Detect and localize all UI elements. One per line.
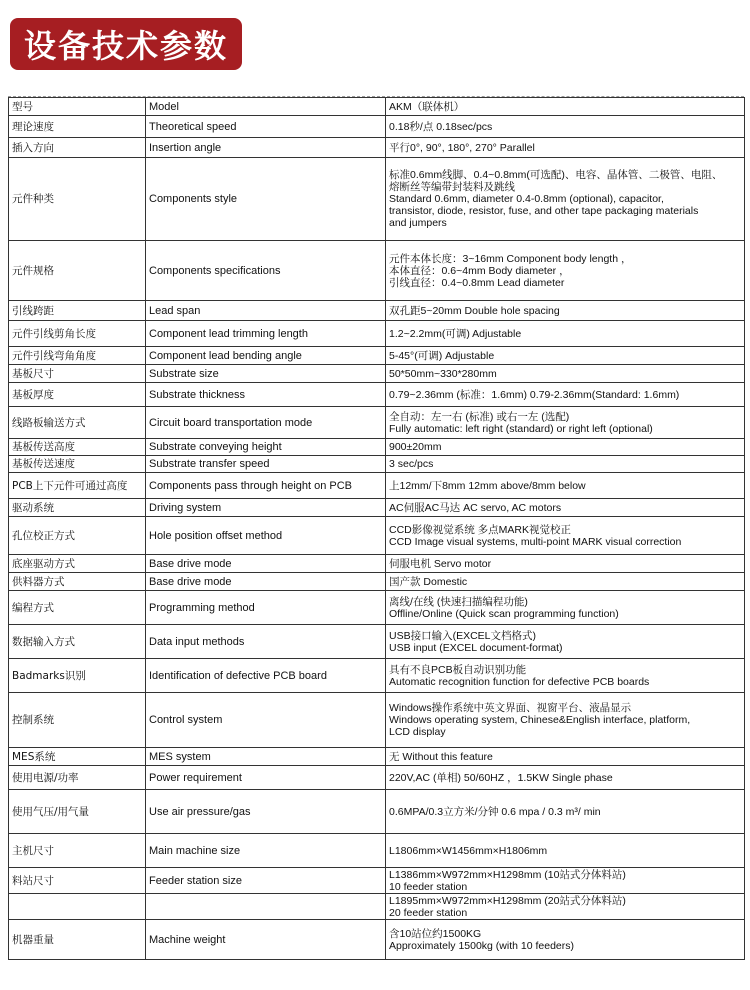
table-row — [9, 473, 745, 499]
param-value-line: 3 sec/pcs — [389, 458, 434, 470]
param-value — [386, 98, 745, 116]
param-value-line: Windows operating system, Chinese&English interface, platform, — [389, 714, 691, 726]
table-row — [9, 241, 745, 301]
param-value-line: 上12mm/下8mm 12mm above/8mm below — [389, 479, 586, 492]
param-value-line: Automatic recognition function for defective PCB boards — [389, 675, 650, 688]
param-name-en: Substrate size — [146, 365, 386, 383]
param-value — [386, 383, 745, 407]
param-value — [386, 473, 745, 499]
table-row — [9, 456, 745, 473]
param-name-cn: 基板传送速度 — [9, 456, 146, 473]
table-row — [9, 301, 745, 321]
table-row — [9, 321, 745, 347]
param-name-en: Data input methods — [146, 625, 386, 659]
spec-table-body — [9, 98, 745, 960]
param-value-line: transistor, diode, resistor, fuse, and other tape packaging materials — [389, 205, 699, 217]
param-name-cn: 基板传送高度 — [9, 439, 146, 456]
param-name-en: Component lead trimming length — [146, 321, 386, 347]
param-name-en: Lead span — [146, 301, 386, 321]
param-name-en: Substrate transfer speed — [146, 456, 386, 473]
table-row — [9, 790, 745, 834]
param-value — [386, 555, 745, 573]
table-row — [9, 158, 745, 241]
param-name-cn: 元件引线弯角角度 — [9, 347, 146, 365]
param-value-line: 离线/在线 (快速扫描编程功能) — [389, 595, 528, 608]
param-value-line: 本体直径：0.6~4mm Body diameter ， — [389, 264, 570, 277]
param-value-line: 5-45°(可调) Adjustable — [389, 349, 495, 362]
param-name-cn: 元件种类 — [9, 158, 146, 241]
param-name-en: Identification of defective PCB board — [146, 659, 386, 693]
param-name-en: Programming method — [146, 591, 386, 625]
table-row — [9, 365, 745, 383]
param-value — [386, 241, 745, 301]
param-value — [386, 920, 745, 960]
table-row — [9, 98, 745, 116]
param-name-cn: 供料器方式 — [9, 573, 146, 591]
param-name-en: Substrate thickness — [146, 383, 386, 407]
param-name-cn: 元件引线剪角长度 — [9, 321, 146, 347]
param-value — [386, 766, 745, 790]
param-name-en: Substrate conveying height — [146, 439, 386, 456]
param-value-line: 900±20mm — [389, 441, 442, 453]
param-name-cn: 使用电源/功率 — [9, 766, 146, 790]
param-value-line: USB接口输入(EXCEL文档格式) — [389, 629, 537, 642]
table-row — [9, 766, 745, 790]
param-value — [386, 517, 745, 555]
param-value — [386, 659, 745, 693]
param-name-cn: 主机尺寸 — [9, 834, 146, 868]
table-row — [9, 499, 745, 517]
param-value-line: Offline/Online (Quick scan programming function) — [389, 607, 619, 620]
param-value — [386, 625, 745, 659]
param-value-line: AC伺服AC马达 AC servo, AC motors — [389, 501, 562, 514]
param-value-line: 平行0°, 90°, 180°, 270° Parallel — [389, 141, 535, 154]
param-value-line: CCD影像视觉系统 多点MARK视觉校正 — [389, 523, 572, 536]
param-value-line: 0.79~2.36mm (标准：1.6mm) 0.79-2.36mm(Standard: 1.6mm) — [389, 388, 680, 401]
param-name-en: Driving system — [146, 499, 386, 517]
param-value-line: 国产款 Domestic — [389, 575, 468, 588]
param-value — [386, 321, 745, 347]
param-value — [386, 158, 745, 241]
param-name-en: Hole position offset method — [146, 517, 386, 555]
table-row — [9, 834, 745, 868]
param-name-en: Base drive mode — [146, 573, 386, 591]
table-row — [9, 116, 745, 138]
param-name-en: Control system — [146, 693, 386, 748]
table-row — [9, 591, 745, 625]
table-row — [9, 625, 745, 659]
param-value — [386, 347, 745, 365]
param-value-line: AKM（联体机） — [389, 100, 465, 113]
table-row — [9, 407, 745, 439]
param-name-cn: 线路板输送方式 — [9, 407, 146, 439]
param-value-line: L1806mm×W1456mm×H1806mm — [389, 844, 548, 857]
param-value-line: 元件本体长度：3~16mm Component body length ， — [389, 252, 632, 265]
param-value — [386, 748, 745, 766]
param-name-cn: 驱动系统 — [9, 499, 146, 517]
param-value-line: 伺服电机 Servo motor — [389, 557, 492, 570]
table-row — [9, 920, 745, 960]
table-row — [9, 573, 745, 591]
table-row — [9, 693, 745, 748]
param-value — [386, 591, 745, 625]
param-value-line: L1895mm×W972mm×H1298mm (20站式分体料站) — [389, 894, 626, 907]
param-value-line: LCD display — [389, 726, 446, 738]
param-value — [386, 138, 745, 158]
param-name-cn: 使用气压/用气量 — [9, 790, 146, 834]
table-row — [9, 555, 745, 573]
param-name-cn: 孔位校正方式 — [9, 517, 146, 555]
param-value-line: Standard 0.6mm, diameter 0.4-0.8mm (optional), capacitor, — [389, 193, 664, 205]
param-value-line: 1.2~2.2mm(可调) Adjustable — [389, 327, 522, 340]
spec-table — [8, 97, 745, 960]
param-value — [386, 456, 745, 473]
param-value — [386, 573, 745, 591]
param-value-line: L1386mm×W972mm×H1298mm (10站式分体料站) — [389, 868, 626, 881]
param-name-en: Feeder station size — [146, 868, 386, 894]
param-value-line: Windows操作系统中英文界面、视窗平台、液晶显示 — [389, 702, 632, 714]
param-name-en: Power requirement — [146, 766, 386, 790]
param-name-cn: 控制系统 — [9, 693, 146, 748]
param-name-en: Model — [146, 98, 386, 116]
table-row — [9, 894, 745, 920]
param-value-line: Approximately 1500kg (with 10 feeders) — [389, 939, 575, 952]
param-value — [386, 301, 745, 321]
param-name-en: Circuit board transportation mode — [146, 407, 386, 439]
param-name-en — [146, 894, 386, 920]
param-name-cn: 理论速度 — [9, 116, 146, 138]
param-value-line: 220V,AC (单相) 50/60HZ ，1.5KW Single phase — [389, 771, 613, 784]
table-row — [9, 748, 745, 766]
param-value-line: Fully automatic: left right (standard) or right left (optional) — [389, 422, 653, 435]
param-name-en: Components pass through height on PCB — [146, 473, 386, 499]
param-name-cn: 编程方式 — [9, 591, 146, 625]
param-value — [386, 365, 745, 383]
param-name-cn: 基板尺寸 — [9, 365, 146, 383]
param-value — [386, 439, 745, 456]
param-name-cn: 料站尺寸 — [9, 868, 146, 894]
param-name-cn: 元件规格 — [9, 241, 146, 301]
param-name-cn: 底座驱动方式 — [9, 555, 146, 573]
table-row — [9, 659, 745, 693]
param-value-line: CCD Image visual systems, multi-point MARK visual correction — [389, 535, 682, 548]
title-banner — [10, 18, 242, 70]
param-value-line: 引线直径：0.4~0.8mm Lead diameter — [389, 276, 565, 289]
param-value-line: USB input (EXCEL document-format) — [389, 641, 563, 654]
param-name-en: Insertion angle — [146, 138, 386, 158]
table-row — [9, 439, 745, 456]
param-name-en: Base drive mode — [146, 555, 386, 573]
param-name-cn: Badmarks识别 — [9, 659, 146, 693]
param-value-line: 20 feeder station — [389, 906, 468, 919]
table-row — [9, 347, 745, 365]
param-value — [386, 499, 745, 517]
param-value-line: 无 Without this feature — [389, 750, 493, 763]
param-name-en: Components specifications — [146, 241, 386, 301]
param-value-line: 含10站位约1500KG — [389, 927, 482, 940]
param-value-line: 双孔距5~20mm Double hole spacing — [389, 304, 560, 317]
param-name-cn: 数据输入方式 — [9, 625, 146, 659]
param-name-cn: PCB上下元件可通过高度 — [9, 473, 146, 499]
param-name-en: MES system — [146, 748, 386, 766]
param-value-line: 50*50mm~330*280mm — [389, 367, 497, 380]
param-name-cn: 插入方向 — [9, 138, 146, 158]
param-name-en: Use air pressure/gas — [146, 790, 386, 834]
param-value-line: 全自动：左一右 (标准) 或右一左 (选配) — [389, 410, 570, 423]
param-value-line: 熔断丝等编带封装料及跳线 — [389, 181, 515, 193]
table-row — [9, 138, 745, 158]
param-name-en: Component lead bending angle — [146, 347, 386, 365]
param-value — [386, 693, 745, 748]
param-name-en: Machine weight — [146, 920, 386, 960]
param-name-cn: MES系统 — [9, 748, 146, 766]
param-value-line: 具有不良PCB板自动识别功能 — [389, 663, 527, 676]
param-value-line: 10 feeder station — [389, 880, 468, 893]
param-name-cn — [9, 894, 146, 920]
param-value-line: 0.6MPA/0.3立方米/分钟 0.6 mpa / 0.3 m³/ min — [389, 805, 601, 818]
param-name-en: Main machine size — [146, 834, 386, 868]
param-value-line: 0.18秒/点 0.18sec/pcs — [389, 120, 493, 133]
param-name-cn: 型号 — [9, 98, 146, 116]
param-name-cn: 基板厚度 — [9, 383, 146, 407]
param-value-line: and jumpers — [389, 217, 447, 229]
page-title: 设备技术参数 — [23, 27, 228, 65]
param-value — [386, 116, 745, 138]
param-name-en: Theoretical speed — [146, 116, 386, 138]
param-value — [386, 894, 745, 920]
param-value — [386, 868, 745, 894]
param-name-en: Components style — [146, 158, 386, 241]
table-row — [9, 517, 745, 555]
param-name-cn: 机器重量 — [9, 920, 146, 960]
param-name-cn: 引线跨距 — [9, 301, 146, 321]
param-value-line: 标准0.6mm线脚、0.4~0.8mm(可选配)、电容、晶体管、二极管、电阻、 — [389, 169, 723, 181]
param-value — [386, 834, 745, 868]
param-value — [386, 407, 745, 439]
param-value — [386, 790, 745, 834]
table-row — [9, 383, 745, 407]
table-row — [9, 868, 745, 894]
